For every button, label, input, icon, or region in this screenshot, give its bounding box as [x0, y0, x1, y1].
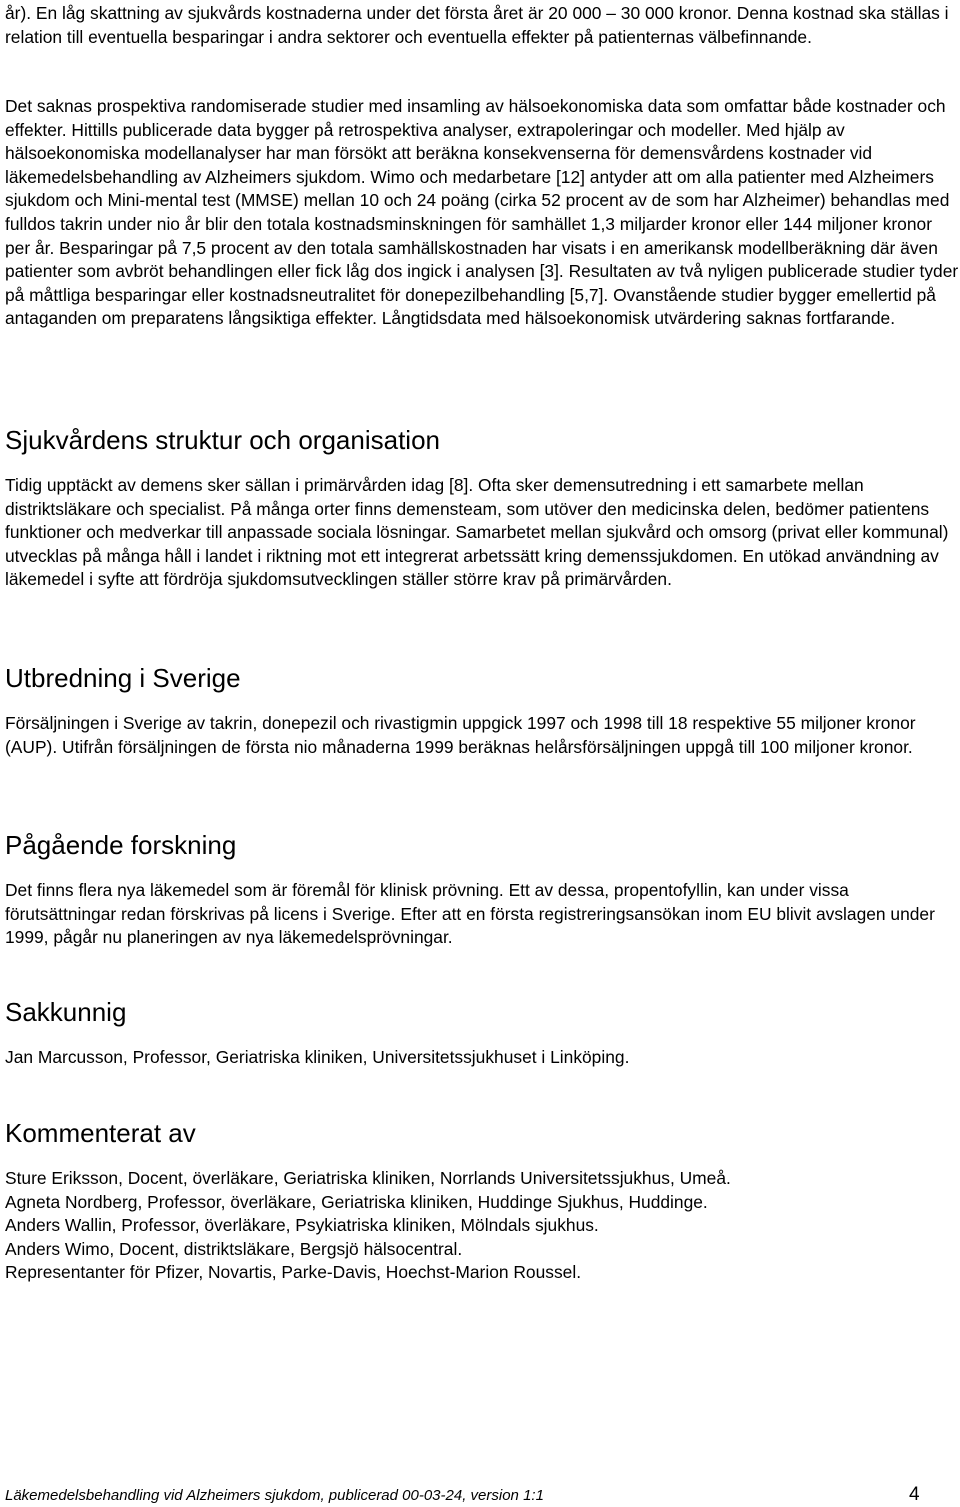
section-kommenterat-block [5, 1167, 960, 1285]
section-forskning-block [5, 879, 960, 950]
section-heading-sakkunnig: Sakkunnig [5, 997, 127, 1027]
section-sakkunnig-block [5, 1046, 960, 1070]
section-forskning-text: Det finns flera nya läkemedel som är föremål för klinisk prövning. Ett av dessa, propentofyllin, kan under vissa förutsättningar redan förskrivas på licens i Sverige. Efter att en första registreringsansökan inom EU blivit avslagen under 1999, pågår nu planeringen av nya läkemedelsprövningar. [5, 880, 935, 948]
footer-citation: Läkemedelsbehandling vid Alzheimers sjukdom, publicerad 00-03-24, version 1:1 [5, 1487, 544, 1504]
reviewer-line: Anders Wimo, Docent, distriktsläkare, Bergsjö hälsocentral. [5, 1238, 463, 1259]
economics-paragraph-block [5, 95, 960, 331]
reviewer-line: Anders Wallin, Professor, överläkare, Psykiatriska kliniken, Mölndals sjukhus. [5, 1215, 599, 1236]
section-organisation-text: Tidig upptäckt av demens sker sällan i primärvården idag [8]. Ofta sker demensutredning i ett samarbete mellan distriktsläkare och specialist. På många orter finns demensteam, som utöver den medicinska delen, bedömer patientens funktioner och medverkar till anpassade sociala lösningar. Samarbetet mellan sjukvård och omsorg (privat eller kommunal) utvecklas på många håll i landet i riktning mot ett integrerat arbetssätt kring demenssjukdomen. En utökad användning av läkemedel i syfte att fördröja sjukdomsutvecklingen ställer större krav på primärvården. [5, 475, 949, 590]
section-heading-kommenterat: Kommenterat av [5, 1118, 196, 1148]
section-utbredning-block [5, 712, 960, 759]
section-organisation-block [5, 474, 960, 592]
section-heading-utbredning: Utbredning i Sverige [5, 663, 241, 693]
economics-paragraph: Det saknas prospektiva randomiserade studier med insamling av hälsoekonomiska data som omfattar både kostnader och effekter. Hittills publicerade data bygger på retrospektiva analyser, extrapoleringar och modeller. Med hjälp av hälsoekonomiska modellanalyser har man försökt att beräkna konsekvenserna för demensvårdens kostnader vid läkemedelsbehandling av Alzheimers sjukdom. Wimo och medarbetare [12] antyder att om alla patienter med Alzheimers sjukdom och Mini-mental test (MMSE) mellan 10 och 24 poäng (cirka 52 procent av de som har Alzheimer) behandlas med fulldos takrin under nio år blir den totala kostnadsminskningen för samhället 1,3 miljarder kronor eller 144 miljoner kronor per år. Besparingar på 7,5 procent av den totala samhällskostnaden har visats i en amerikansk modellberäkning där även patienter som avbröt behandlingen eller fick låg dos ingick i analysen [3]. Resultaten av två nyligen publicerade studier tyder på måttliga besparingar eller kostnadsneutralitet för donepezilbehandling [5,7]. Ovanstående studier bygger emellertid på antaganden om preparatens långsiktiga effekter. Långtidsdata med hälsoekonomisk utvärdering saknas fortfarande. [5, 96, 959, 329]
reviewer-list [5, 1167, 960, 1285]
page-number: 4 [909, 1484, 920, 1505]
section-utbredning-text: Försäljningen i Sverige av takrin, donepezil och rivastigmin uppgick 1997 och 1998 till 18 respektive 55 miljoner kronor (AUP). Utifrån försäljningen de första nio månaderna 1999 beräknas helårsförsäljningen uppgå till 100 miljoner kronor. [5, 713, 916, 757]
reviewer-line: Sture Eriksson, Docent, överläkare, Geriatriska kliniken, Norrlands Universitetssjukhus, Umeå. [5, 1168, 731, 1188]
section-heading-forskning: Pågående forskning [5, 830, 237, 860]
reviewer-line: Agneta Nordberg, Professor, överläkare, Geriatriska kliniken, Huddinge Sjukhus, Huddinge. [5, 1191, 708, 1212]
reviewer-line: Representanter för Pfizer, Novartis, Parke-Davis, Hoechst-Marion Roussel. [5, 1262, 582, 1283]
section-sakkunnig-text: Jan Marcusson, Professor, Geriatriska kliniken, Universitetssjukhuset i Linköping. [5, 1047, 630, 1067]
intro-paragraph: år). En låg skattning av sjukvårds kostnaderna under det första året är 20 000 – 30 000 kronor. Denna kostnad ska ställas i relation till eventuella besparingar i andra sektorer och eventuella effekter på patienternas välbefinnande. [5, 3, 949, 47]
section-heading-organisation: Sjukvårdens struktur och organisation [5, 425, 441, 455]
intro-paragraph-block [5, 2, 960, 49]
